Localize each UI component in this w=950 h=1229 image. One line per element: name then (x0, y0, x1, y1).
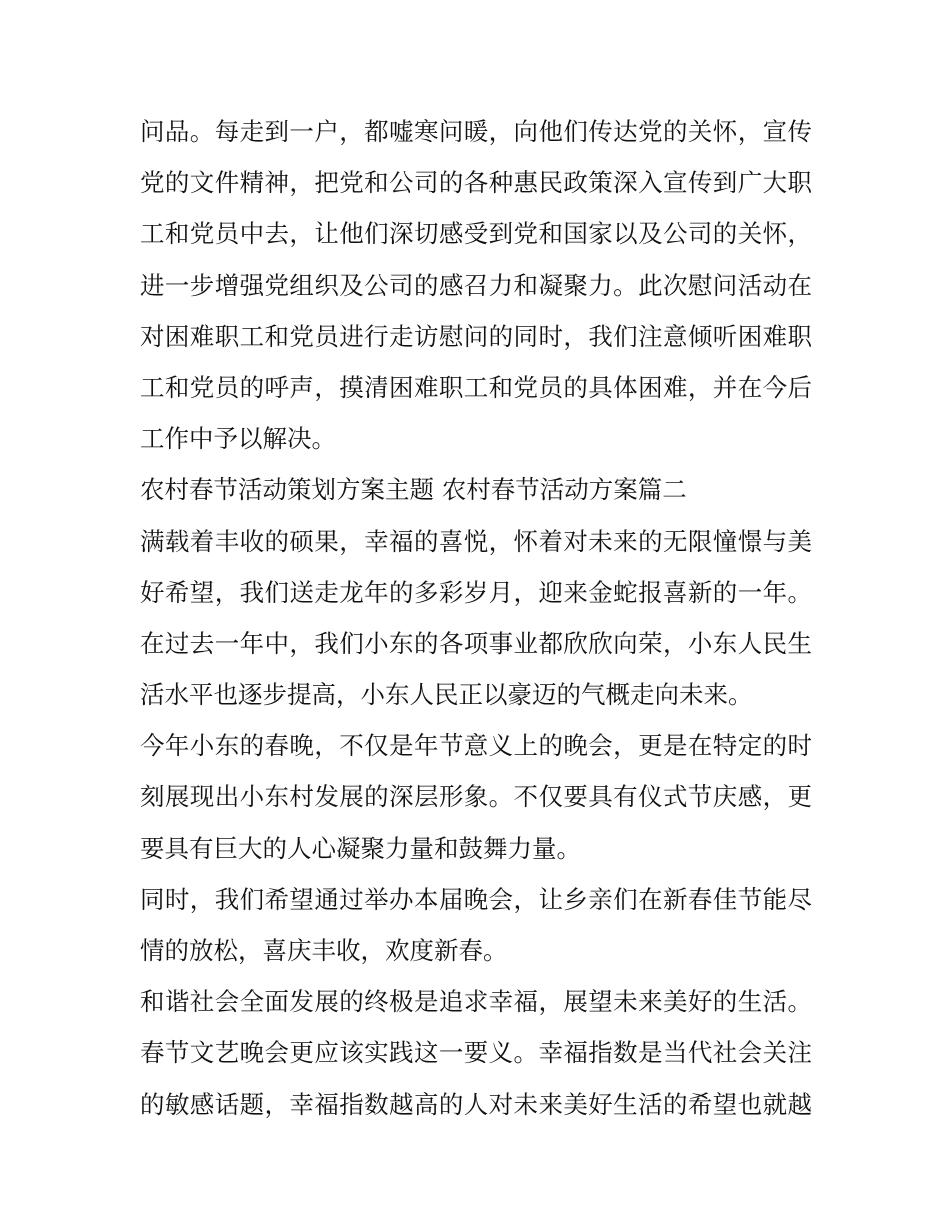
text-line: 情的放松，喜庆丰收，欢度新春。 (140, 936, 508, 965)
text-line: 党的文件精神，把党和公司的各种惠民政策深入宣传到广大职 (140, 168, 812, 198)
document-body (140, 106, 812, 1130)
section-heading: 农村春节活动策划方案主题 农村春节活动方案篇二 (140, 475, 687, 505)
text-line: 工和党员的呼声，摸清困难职工和党员的具体困难，并在今后 (140, 372, 812, 402)
text-line: 在过去一年中，我们小东的各项事业都欣欣向荣，小东人民生 (140, 628, 812, 658)
text-line: 活水平也逐步提高，小东人民正以豪迈的气概走向未来。 (140, 680, 753, 710)
text-line: 问品。每走到一户，都嘘寒问暖，向他们传达党的关怀，宣传 (140, 117, 812, 146)
text-line: 好希望，我们送走龙年的多彩岁月，迎来金蛇报喜新的一年。 (140, 577, 812, 607)
text-line: 和谐社会全面发展的终极是追求幸福，展望未来美好的生活。 (140, 987, 812, 1017)
text-line: 工和党员中去，让他们深切感受到党和国家以及公司的关怀， (140, 219, 812, 249)
text-line: 刻展现出小东村发展的深层形象。不仅要具有仪式节庆感，更 (140, 782, 812, 812)
text-line: 春节文艺晚会更应该实践这一要义。幸福指数是当代社会关注 (140, 1038, 812, 1068)
text-line: 的敏感话题，幸福指数越高的人对未来美好生活的希望也就越 (140, 1089, 812, 1119)
text-line: 今年小东的春晚，不仅是年节意义上的晚会，更是在特定的时 (140, 731, 812, 761)
text-line: 同时，我们希望通过举办本届晚会，让乡亲们在新春佳节能尽 (140, 884, 812, 914)
text-line: 要具有巨大的人心凝聚力量和鼓舞力量。 (140, 833, 581, 863)
text-line: 工作中予以解决。 (140, 424, 336, 454)
text-line: 对困难职工和党员进行走访慰问的同时，我们注意倾听困难职 (140, 321, 812, 351)
text-line: 进一步增强党组织及公司的感召力和凝聚力。此次慰问活动在 (140, 270, 812, 300)
text-line: 满载着丰收的硕果，幸福的喜悦，怀着对未来的无限憧憬与美 (140, 526, 812, 556)
